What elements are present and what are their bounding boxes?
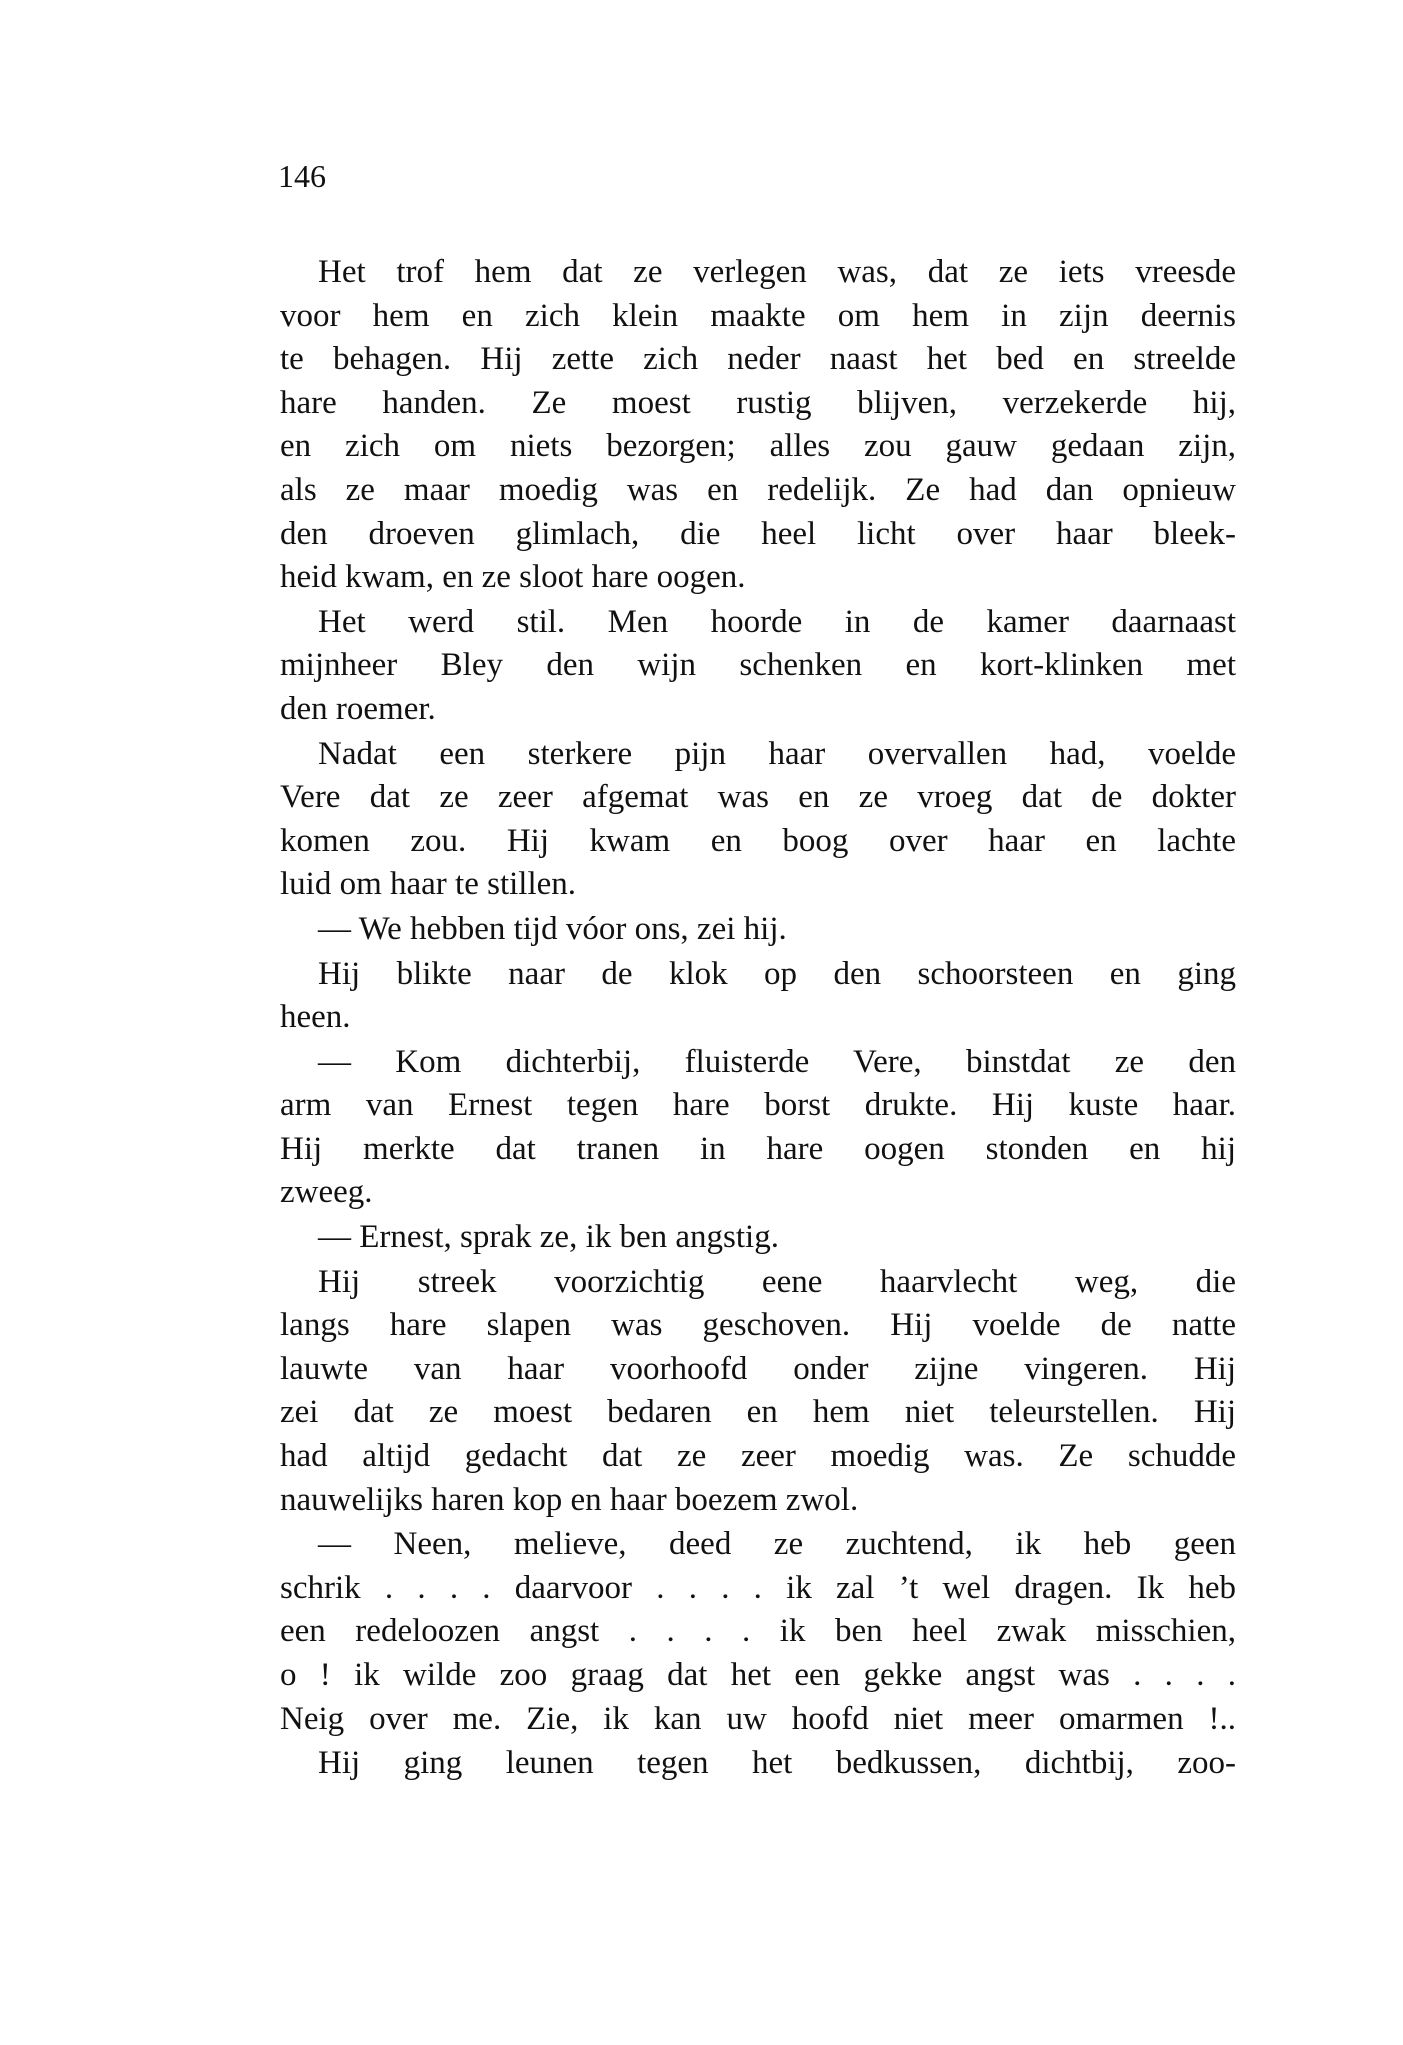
text-line: Het werd stil. Men hoorde in de kamer daarnaast xyxy=(318,603,1236,640)
text-line: luid om haar te stillen. xyxy=(280,866,577,903)
text-line: en zich om niets bezorgen; alles zou gauw gedaan zijn, xyxy=(280,428,1236,465)
text-line: hare handen. Ze moest rustig blijven, verzekerde hij, xyxy=(280,384,1236,421)
text-line: komen zou. Hij kwam en boog over haar en lachte xyxy=(280,822,1236,859)
text-line: o ! ik wilde zoo graag dat het een gekke angst was . . . . xyxy=(280,1657,1236,1693)
text-line: Hij ging leunen tegen het bedkussen, dichtbij, zoo- xyxy=(318,1745,1236,1782)
text-line: een redeloozen angst . . . . ik ben heel zwak misschien, xyxy=(280,1613,1236,1650)
text-line: zei dat ze moest bedaren en hem niet teleurstellen. Hij xyxy=(280,1394,1236,1431)
text-line: Hij blikte naar de klok op den schoorsteen en ging xyxy=(318,955,1236,992)
text-line: langs hare slapen was geschoven. Hij voelde de natte xyxy=(280,1307,1236,1344)
text-line: — Ernest, sprak ze, ik ben angstig. xyxy=(318,1219,779,1256)
text-line: heen. xyxy=(280,999,351,1036)
text-line: den droeven glimlach, die heel licht over haar bleek- xyxy=(280,515,1236,552)
text-line: mijnheer Bley den wijn schenken en kort-klinken met xyxy=(280,647,1236,684)
text-line: Hij streek voorzichtig eene haarvlecht weg, die xyxy=(318,1263,1236,1300)
text-line: Neig over me. Zie, ik kan uw hoofd niet meer omarmen !.. xyxy=(280,1700,1236,1737)
text-line: Hij merkte dat tranen in hare oogen stonden en hij xyxy=(280,1130,1236,1167)
text-line: had altijd gedacht dat ze zeer moedig was. Ze schudde xyxy=(280,1438,1236,1475)
page-number: 146 xyxy=(278,158,326,194)
text-line: nauwelijks haren kop en haar boezem zwol. xyxy=(280,1481,859,1518)
text-line: lauwte van haar voorhoofd onder zijne vingeren. Hij xyxy=(280,1350,1236,1387)
text-line: te behagen. Hij zette zich neder naast het bed en streelde xyxy=(280,341,1236,378)
text-line: Nadat een sterkere pijn haar overvallen had, voelde xyxy=(318,735,1236,772)
body-text xyxy=(280,250,1236,1786)
text-line: Vere dat ze zeer afgemat was en ze vroeg dat de dokter xyxy=(280,779,1236,816)
text-line: den roemer. xyxy=(280,690,436,727)
text-line: zweeg. xyxy=(280,1174,373,1211)
text-line: arm van Ernest tegen hare borst drukte. Hij kuste haar. xyxy=(280,1087,1236,1124)
text-line: als ze maar moedig was en redelijk. Ze had dan opnieuw xyxy=(280,471,1236,508)
text-line: — Kom dichterbij, fluisterde Vere, binstdat ze den xyxy=(318,1043,1236,1080)
text-line: heid kwam, en ze sloot hare oogen. xyxy=(280,559,746,596)
text-line: — Neen, melieve, deed ze zuchtend, ik heb geen xyxy=(318,1526,1236,1563)
text-line: voor hem en zich klein maakte om hem in zijn deernis xyxy=(280,297,1236,334)
text-line: Het trof hem dat ze verlegen was, dat ze iets vreesde xyxy=(318,254,1236,290)
text-line: — We hebben tijd vóor ons, zei hij. xyxy=(318,910,787,947)
text-line: schrik . . . . daarvoor . . . . ik zal ’t wel dragen. Ik heb xyxy=(280,1569,1236,1606)
